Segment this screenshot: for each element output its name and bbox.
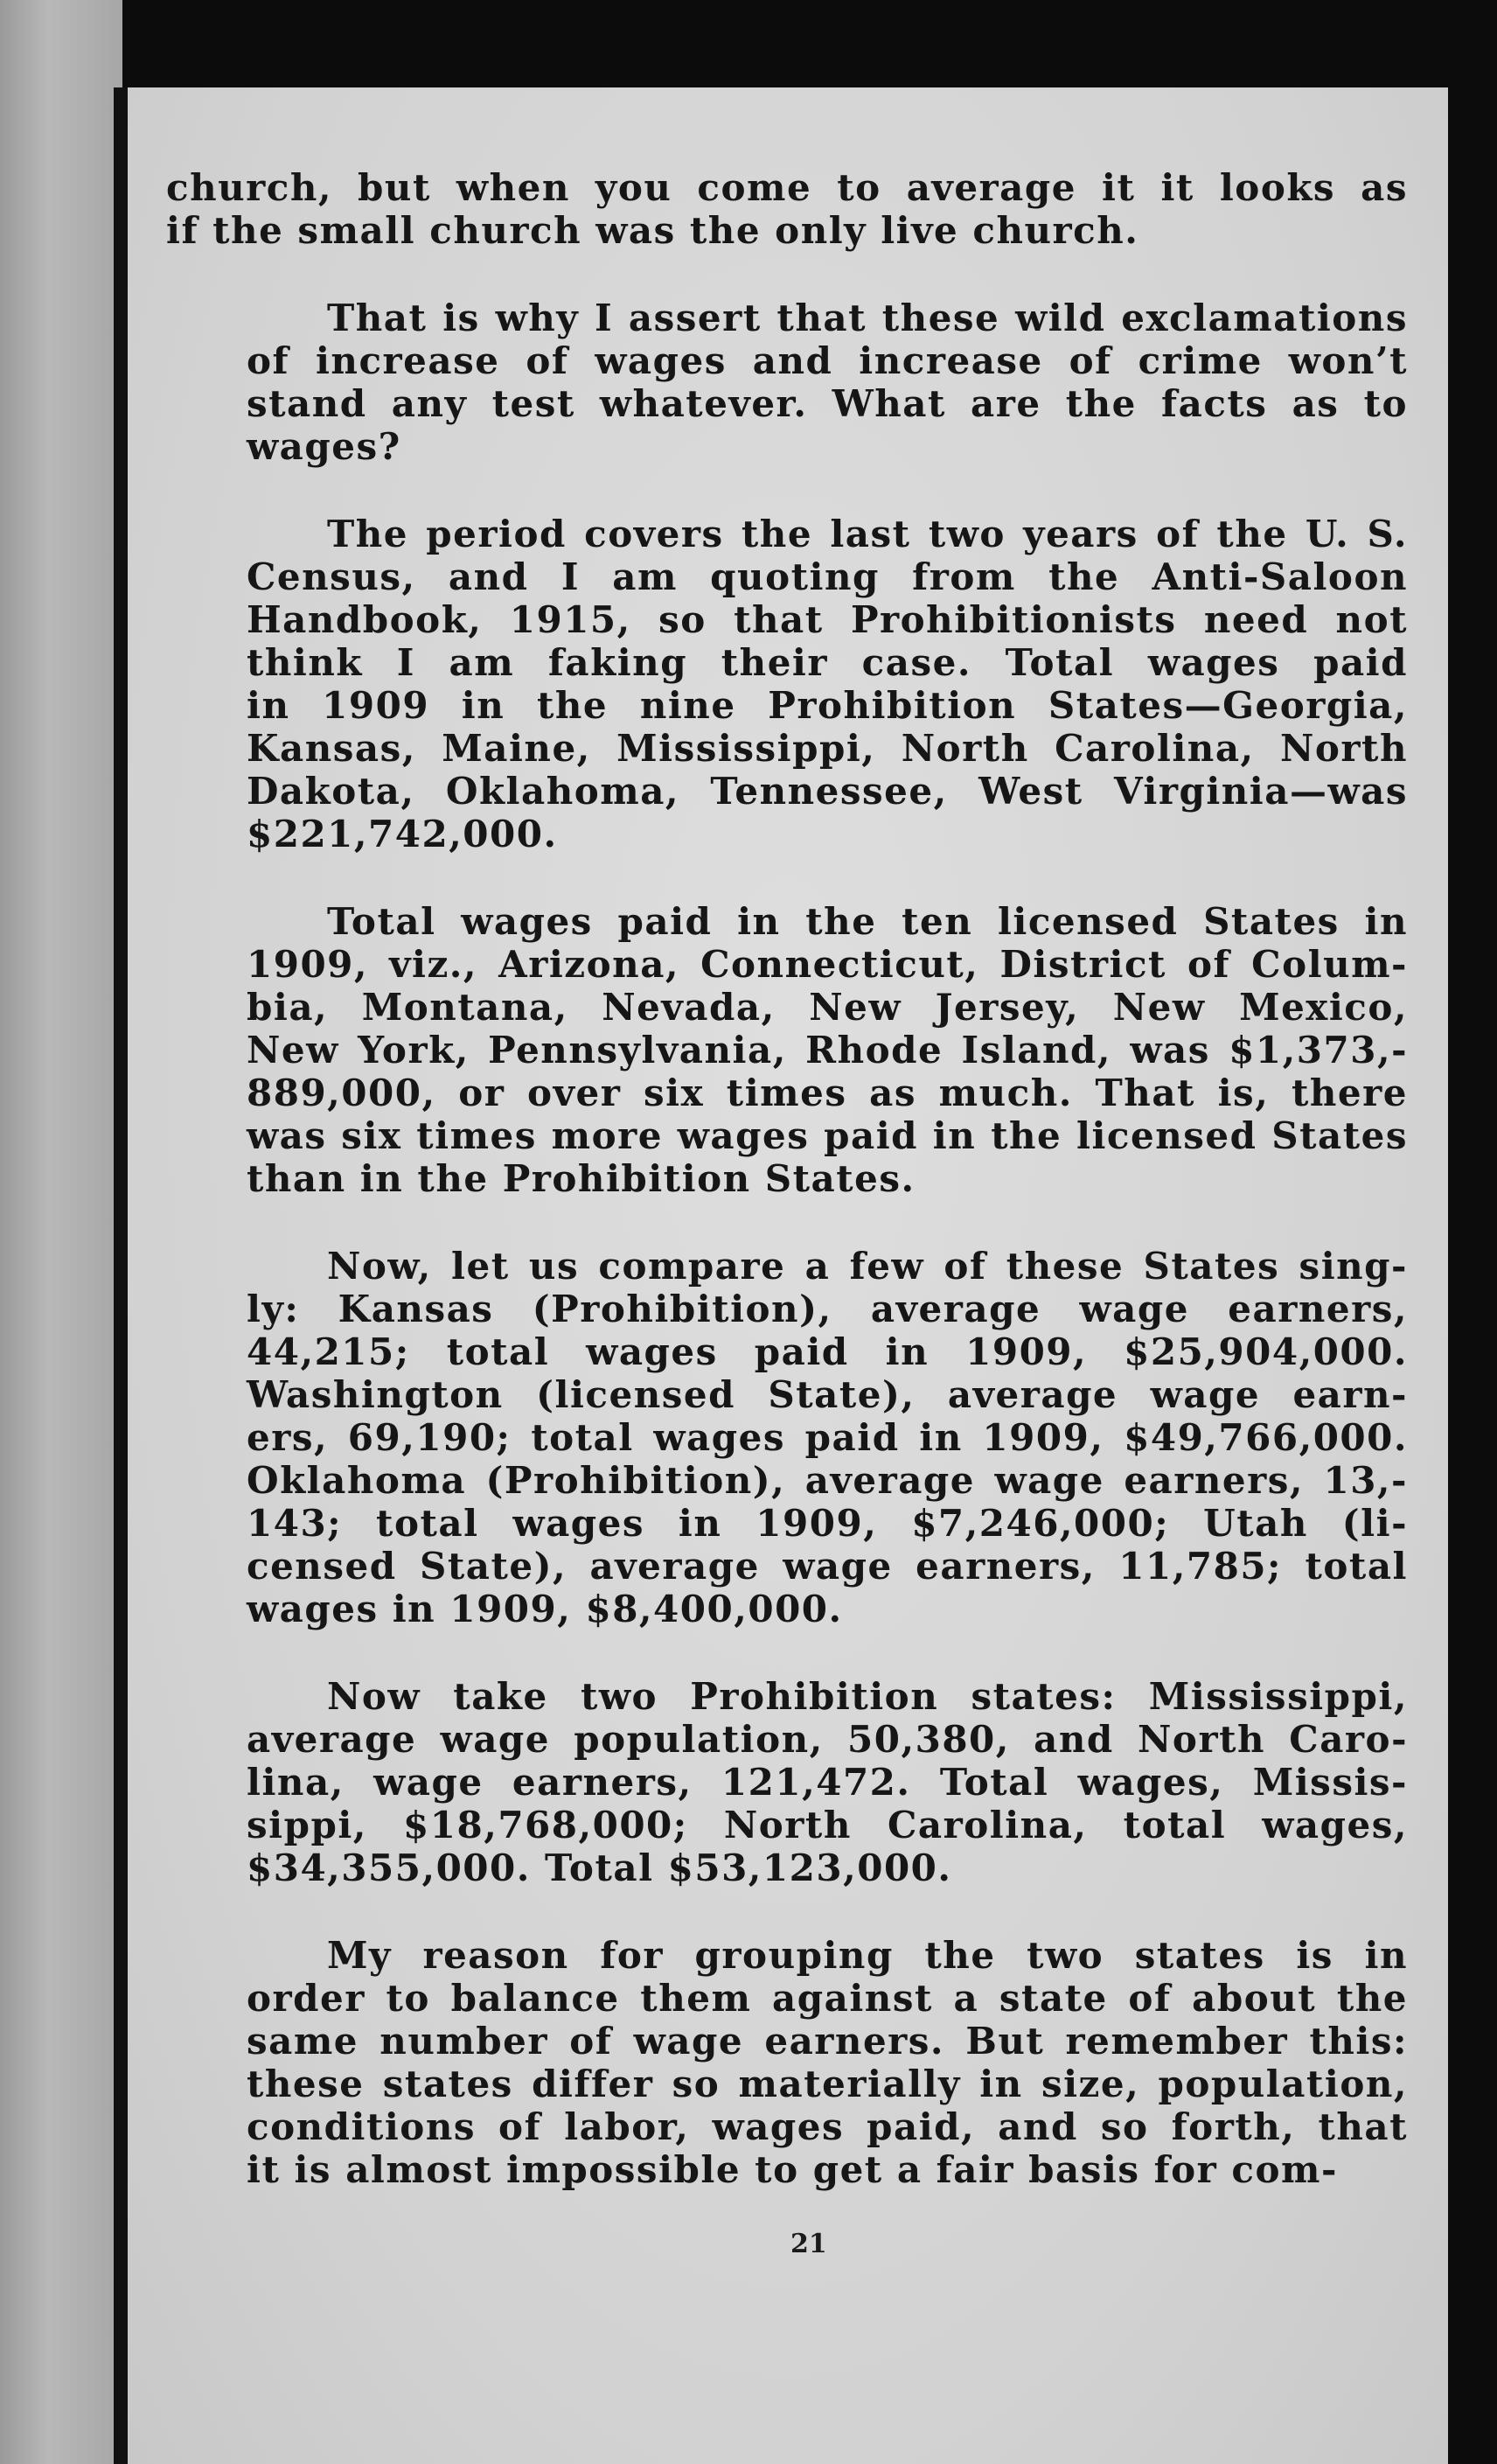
text-line: wages in 1909, $8,400,000. — [247, 1588, 843, 1630]
text-line: ly: Kansas (Prohibition), average wage earners, — [247, 1288, 1408, 1330]
text-line: wages? — [247, 425, 401, 468]
text-line: $34,355,000. Total $53,123,000. — [247, 1846, 952, 1889]
paragraph — [166, 1934, 1408, 2191]
text-line: That is why I assert that these wild exclamations — [327, 297, 1408, 339]
text-line: $221,742,000. — [247, 813, 558, 855]
text-line: Dakota, Oklahoma, Tennessee, West Virginia—was — [247, 770, 1408, 813]
paragraph — [166, 900, 1408, 1200]
text-line: of increase of wages and increase of crime won’t — [247, 339, 1408, 382]
paragraph — [166, 166, 1408, 252]
text-line: Handbook, 1915, so that Prohibitionists need not — [247, 598, 1408, 641]
text-line: censed State), average wage earners, 11,785; total — [247, 1545, 1408, 1588]
binding-edge — [114, 87, 128, 2464]
text-line: think I am faking their case. Total wages paid — [247, 641, 1408, 684]
paragraph — [166, 1675, 1408, 1889]
text-line: than in the Prohibition States. — [247, 1157, 916, 1200]
text-line: average wage population, 50,380, and North Caro- — [247, 1718, 1408, 1761]
text-line: My reason for grouping the two states is in — [327, 1934, 1408, 1977]
text-line: 44,215; total wages paid in 1909, $25,904,000. — [247, 1330, 1408, 1373]
text-line: New York, Pennsylvania, Rhode Island, was $1,373,- — [247, 1029, 1408, 1071]
text-line: Now, let us compare a few of these States sing- — [327, 1245, 1408, 1288]
text-line: 143; total wages in 1909, $7,246,000; Utah (li- — [247, 1502, 1408, 1545]
text-line: Total wages paid in the ten licensed States in — [327, 900, 1408, 943]
text-line: Census, and I am quoting from the Anti-Saloon — [247, 555, 1408, 598]
text-line: same number of wage earners. But remember this: — [247, 2020, 1408, 2063]
paragraph — [166, 513, 1408, 855]
text-line: Oklahoma (Prohibition), average wage earners, 13,- — [247, 1459, 1408, 1502]
text-line: sippi, $18,768,000; North Carolina, total wages, — [247, 1804, 1408, 1846]
text-line: bia, Montana, Nevada, New Jersey, New Mexico, — [247, 986, 1408, 1029]
text-line: 889,000, or over six times as much. That is, there — [247, 1071, 1408, 1114]
body-text — [166, 166, 1408, 2236]
text-line: Kansas, Maine, Mississippi, North Carolina, North — [247, 727, 1408, 770]
page-number: 21 — [790, 2229, 827, 2259]
text-line: Now take two Prohibition states: Mississippi, — [327, 1675, 1408, 1718]
text-line: ers, 69,190; total wages paid in 1909, $49,766,000. — [247, 1416, 1408, 1459]
text-line: The period covers the last two years of the U. S. — [327, 513, 1408, 555]
text-line: these states differ so materially in size, population, — [247, 2063, 1408, 2105]
text-line: it is almost impossible to get a fair basis for com- — [247, 2148, 1338, 2191]
paragraph — [166, 1245, 1408, 1630]
text-line: in 1909 in the nine Prohibition States—Georgia, — [247, 684, 1408, 727]
paragraph — [166, 297, 1408, 468]
scan-margin — [0, 0, 122, 2464]
text-line: Washington (licensed State), average wage earn- — [247, 1373, 1408, 1416]
text-line: was six times more wages paid in the licensed States — [247, 1114, 1408, 1157]
text-line: lina, wage earners, 121,472. Total wages, Missis- — [247, 1761, 1408, 1804]
text-line: if the small church was the only live church. — [166, 209, 1139, 252]
text-line: order to balance them against a state of about the — [247, 1977, 1408, 2020]
text-line: conditions of labor, wages paid, and so forth, that — [247, 2105, 1408, 2148]
text-line: church, but when you come to average it it looks as — [166, 166, 1408, 209]
text-line: stand any test whatever. What are the facts as to — [247, 382, 1408, 425]
text-line: 1909, viz., Arizona, Connecticut, District of Colum- — [247, 943, 1408, 986]
